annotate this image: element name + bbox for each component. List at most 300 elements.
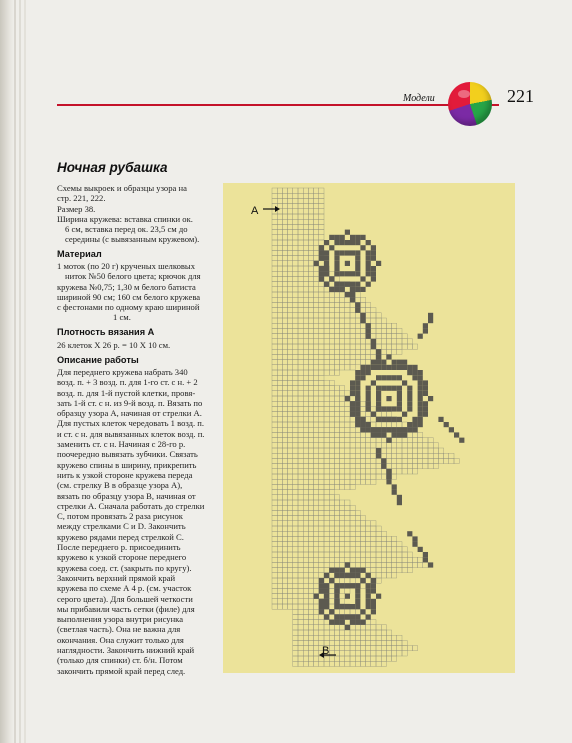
grid-cell <box>381 443 386 448</box>
grid-cell <box>381 646 386 651</box>
grid-cell <box>293 204 298 209</box>
grid-cell <box>350 438 355 443</box>
grid-cell <box>293 474 298 479</box>
filled-cell <box>319 250 324 255</box>
grid-cell <box>381 474 386 479</box>
grid-cell <box>308 630 313 635</box>
filled-cell <box>386 427 391 432</box>
filled-cell <box>366 588 371 593</box>
grid-cell <box>319 432 324 437</box>
grid-cell <box>308 349 313 354</box>
grid-cell <box>340 313 345 318</box>
grid-cell <box>392 328 397 333</box>
grid-cell <box>314 282 319 287</box>
grid-cell <box>293 495 298 500</box>
grid-cell <box>282 438 287 443</box>
grid-cell <box>303 432 308 437</box>
filled-cell <box>345 271 350 276</box>
grid-cell <box>355 360 360 365</box>
grid-cell <box>392 568 397 573</box>
grid-cell <box>272 484 277 489</box>
filled-cell <box>407 365 412 370</box>
grid-cell <box>418 448 423 453</box>
grid-cell <box>303 245 308 250</box>
grid-cell <box>303 651 308 656</box>
grid-cell <box>293 505 298 510</box>
grid-cell <box>288 276 293 281</box>
grid-cell <box>345 578 350 583</box>
grid-cell <box>298 313 303 318</box>
grid-cell <box>345 661 350 666</box>
grid-cell <box>314 391 319 396</box>
grid-cell <box>386 651 391 656</box>
grid-cell <box>329 458 334 463</box>
grid-cell <box>324 578 329 583</box>
grid-cell <box>355 469 360 474</box>
filled-cell <box>329 578 334 583</box>
grid-cell <box>303 443 308 448</box>
grid-cell <box>360 339 365 344</box>
filled-cell <box>319 266 324 271</box>
grid-cell <box>303 240 308 245</box>
grid-cell <box>319 490 324 495</box>
grid-cell <box>345 443 350 448</box>
grid-cell <box>345 521 350 526</box>
grid-cell <box>314 422 319 427</box>
filled-cell <box>366 391 371 396</box>
grid-cell <box>303 396 308 401</box>
grid-cell <box>293 458 298 463</box>
grid-cell <box>314 344 319 349</box>
grid-cell <box>340 438 345 443</box>
filled-cell <box>438 417 443 422</box>
grid-cell <box>277 256 282 261</box>
grid-cell <box>288 235 293 240</box>
grid-cell <box>329 526 334 531</box>
grid-cell <box>298 427 303 432</box>
work-line: окончания. Она служит только для <box>57 634 184 645</box>
grid-cell <box>298 651 303 656</box>
arrow-b-label: B <box>322 645 330 657</box>
grid-cell <box>293 443 298 448</box>
yarn-ball-logo <box>448 82 492 126</box>
grid-cell <box>355 661 360 666</box>
grid-cell <box>303 297 308 302</box>
grid-cell <box>282 573 287 578</box>
grid-cell <box>298 323 303 328</box>
grid-cell <box>282 516 287 521</box>
grid-cell <box>334 448 339 453</box>
grid-cell <box>314 318 319 323</box>
grid-cell <box>340 521 345 526</box>
grid-cell <box>386 323 391 328</box>
grid-cell <box>298 573 303 578</box>
grid-cell <box>319 635 324 640</box>
grid-cell <box>366 344 371 349</box>
grid-cell <box>293 250 298 255</box>
grid-cell <box>282 308 287 313</box>
grid-cell <box>340 302 345 307</box>
grid-cell <box>324 349 329 354</box>
grid-cell <box>314 339 319 344</box>
grid-cell <box>272 479 277 484</box>
grid-cell <box>314 313 319 318</box>
grid-cell <box>324 521 329 526</box>
grid-cell <box>293 547 298 552</box>
grid-cell <box>319 287 324 292</box>
grid-cell <box>298 339 303 344</box>
grid-cell <box>397 469 402 474</box>
grid-cell <box>345 505 350 510</box>
grid-cell <box>350 510 355 515</box>
filled-cell <box>423 557 428 562</box>
grid-cell <box>334 464 339 469</box>
filled-cell <box>418 406 423 411</box>
grid-cell <box>360 516 365 521</box>
grid-cell <box>345 542 350 547</box>
grid-cell <box>293 531 298 536</box>
grid-cell <box>428 464 433 469</box>
grid-cell <box>345 531 350 536</box>
grid-cell <box>412 344 417 349</box>
grid-cell <box>381 630 386 635</box>
grid-cell <box>371 620 376 625</box>
grid-cell <box>376 438 381 443</box>
grid-cell <box>293 521 298 526</box>
filled-cell <box>355 235 360 240</box>
grid-cell <box>324 620 329 625</box>
grid-cell <box>272 412 277 417</box>
filled-cell <box>350 386 355 391</box>
grid-cell <box>319 594 324 599</box>
grid-cell <box>272 224 277 229</box>
grid-cell <box>314 510 319 515</box>
grid-cell <box>438 448 443 453</box>
grid-cell <box>324 287 329 292</box>
grid-cell <box>340 661 345 666</box>
filled-cell <box>386 438 391 443</box>
grid-cell <box>308 505 313 510</box>
grid-cell <box>350 526 355 531</box>
grid-cell <box>376 344 381 349</box>
grid-cell <box>288 188 293 193</box>
grid-cell <box>308 250 313 255</box>
grid-cell <box>288 448 293 453</box>
filled-cell <box>397 396 402 401</box>
grid-cell <box>355 448 360 453</box>
grid-cell <box>334 391 339 396</box>
grid-cell <box>282 500 287 505</box>
grid-cell <box>282 349 287 354</box>
grid-cell <box>350 505 355 510</box>
grid-cell <box>277 573 282 578</box>
grid-cell <box>371 443 376 448</box>
grid-cell <box>288 432 293 437</box>
grid-cell <box>293 276 298 281</box>
grid-cell <box>345 453 350 458</box>
grid-cell <box>350 661 355 666</box>
grid-cell <box>345 438 350 443</box>
grid-cell <box>314 557 319 562</box>
grid-cell <box>303 583 308 588</box>
grid-cell <box>350 651 355 656</box>
grid-cell <box>366 438 371 443</box>
grid-cell <box>308 651 313 656</box>
grid-cell <box>282 193 287 198</box>
grid-cell <box>334 432 339 437</box>
grid-cell <box>381 640 386 645</box>
grid-cell <box>334 318 339 323</box>
grid-cell <box>324 370 329 375</box>
filled-cell <box>350 401 355 406</box>
filled-cell <box>360 318 365 323</box>
grid-cell <box>366 349 371 354</box>
filled-cell <box>376 360 381 365</box>
grid-cell <box>298 240 303 245</box>
grid-cell <box>366 552 371 557</box>
filled-cell <box>381 365 386 370</box>
filled-cell <box>371 604 376 609</box>
grid-cell <box>371 568 376 573</box>
grid-cell <box>340 469 345 474</box>
grid-cell <box>298 614 303 619</box>
filled-cell <box>381 360 386 365</box>
work-line: заменить ст. с н. Начиная с 28-го р. <box>57 439 186 450</box>
grid-cell <box>298 256 303 261</box>
grid-cell <box>418 464 423 469</box>
work-line: С, потом провязать 2 раза рисунок <box>57 511 183 522</box>
grid-cell <box>314 292 319 297</box>
grid-cell <box>392 474 397 479</box>
page-edge <box>24 0 26 743</box>
grid-cell <box>334 386 339 391</box>
grid-cell <box>303 365 308 370</box>
filled-cell <box>407 531 412 536</box>
filled-cell <box>381 375 386 380</box>
filled-cell <box>371 609 376 614</box>
rose-motifs <box>314 230 465 630</box>
grid-cell <box>386 448 391 453</box>
grid-cell <box>319 214 324 219</box>
filled-cell <box>319 578 324 583</box>
grid-cell <box>324 552 329 557</box>
grid-cell <box>293 406 298 411</box>
grid-cell <box>340 386 345 391</box>
grid-cell <box>350 474 355 479</box>
grid-cell <box>371 661 376 666</box>
grid-cell <box>314 536 319 541</box>
grid-cell <box>329 334 334 339</box>
grid-cell <box>298 412 303 417</box>
grid-cell <box>282 422 287 427</box>
grid-cell <box>355 531 360 536</box>
grid-cell <box>303 287 308 292</box>
work-line: Для переднего кружева набрать 340 <box>57 367 188 377</box>
filled-cell <box>418 391 423 396</box>
grid-cell <box>272 339 277 344</box>
grid-cell <box>298 188 303 193</box>
filled-cell <box>324 282 329 287</box>
grid-cell <box>360 521 365 526</box>
grid-cell <box>360 479 365 484</box>
grid-cell <box>376 536 381 541</box>
grid-cell <box>329 646 334 651</box>
grid-cell <box>366 313 371 318</box>
grid-cell <box>366 453 371 458</box>
grid-cell <box>355 526 360 531</box>
grid-cell <box>272 557 277 562</box>
grid-cell <box>329 583 334 588</box>
grid-cell <box>282 542 287 547</box>
grid-cell <box>293 583 298 588</box>
grid-cell <box>360 406 365 411</box>
grid-cell <box>360 349 365 354</box>
grid-cell <box>277 417 282 422</box>
grid-cell <box>308 609 313 614</box>
grid-cell <box>329 271 334 276</box>
grid-cell <box>392 646 397 651</box>
grid-cell <box>314 396 319 401</box>
grid-cell <box>298 396 303 401</box>
grid-cell <box>334 625 339 630</box>
grid-cell <box>360 360 365 365</box>
grid-cell <box>402 339 407 344</box>
grid-cell <box>397 443 402 448</box>
grid-cell <box>272 276 277 281</box>
grid-cell <box>371 318 376 323</box>
grid-cell <box>308 188 313 193</box>
grid-cell <box>319 349 324 354</box>
grid-cell <box>329 412 334 417</box>
grid-cell <box>288 479 293 484</box>
grid-cell <box>314 209 319 214</box>
filled-cell <box>360 417 365 422</box>
grid-cell <box>277 516 282 521</box>
grid-cell <box>303 484 308 489</box>
grid-cell <box>298 266 303 271</box>
grid-cell <box>282 474 287 479</box>
grid-cell <box>329 391 334 396</box>
grid-cell <box>392 542 397 547</box>
grid-cell <box>386 640 391 645</box>
grid-cell <box>308 209 313 214</box>
grid-cell <box>392 453 397 458</box>
book-binding <box>0 0 14 743</box>
grid-cell <box>397 568 402 573</box>
grid-cell <box>329 474 334 479</box>
grid-cell <box>397 547 402 552</box>
grid-cell <box>277 453 282 458</box>
grid-cell <box>412 557 417 562</box>
grid-cell <box>277 271 282 276</box>
grid-cell <box>324 339 329 344</box>
grid-cell <box>272 495 277 500</box>
grid-cell <box>319 474 324 479</box>
filled-cell <box>360 235 365 240</box>
grid-cell <box>397 635 402 640</box>
grid-cell <box>371 474 376 479</box>
grid-cell <box>319 396 324 401</box>
filled-cell <box>423 401 428 406</box>
grid-cell <box>340 542 345 547</box>
filled-cell <box>355 583 360 588</box>
grid-cell <box>376 578 381 583</box>
filled-cell <box>386 469 391 474</box>
grid-cell <box>272 521 277 526</box>
grid-cell <box>329 630 334 635</box>
grid-cell <box>277 349 282 354</box>
grid-cell <box>376 412 381 417</box>
grid-cell <box>303 417 308 422</box>
grid-cell <box>308 552 313 557</box>
grid-cell <box>314 604 319 609</box>
grid-cell <box>272 193 277 198</box>
filled-cell <box>366 365 371 370</box>
grid-cell <box>308 526 313 531</box>
grid-cell <box>293 230 298 235</box>
grid-cell <box>345 458 350 463</box>
grid-cell <box>324 557 329 562</box>
grid-cell <box>381 334 386 339</box>
grid-cell <box>288 458 293 463</box>
grid-cell <box>334 521 339 526</box>
grid-cell <box>298 547 303 552</box>
grid-cell <box>308 484 313 489</box>
grid-cell <box>314 568 319 573</box>
filled-cell <box>366 266 371 271</box>
grid-cell <box>371 308 376 313</box>
filled-cell <box>371 432 376 437</box>
filled-cell <box>376 365 381 370</box>
grid-cell <box>314 484 319 489</box>
grid-cell <box>324 609 329 614</box>
grid-cell <box>288 297 293 302</box>
grid-cell <box>277 583 282 588</box>
grid-cell <box>298 308 303 313</box>
grid-cell <box>319 557 324 562</box>
grid-cell <box>334 479 339 484</box>
grid-cell <box>360 651 365 656</box>
grid-cell <box>319 334 324 339</box>
grid-cell <box>397 562 402 567</box>
grid-cell <box>360 557 365 562</box>
grid-cell <box>277 297 282 302</box>
filled-cell <box>386 417 391 422</box>
filled-cell <box>371 588 376 593</box>
grid-cell <box>392 448 397 453</box>
grid-cell <box>402 422 407 427</box>
grid-cell <box>319 261 324 266</box>
grid-cell <box>272 417 277 422</box>
grid-cell <box>303 474 308 479</box>
grid-cell <box>277 547 282 552</box>
filled-cell <box>376 375 381 380</box>
grid-cell <box>392 640 397 645</box>
grid-cell <box>418 458 423 463</box>
grid-cell <box>418 557 423 562</box>
filled-cell <box>334 282 339 287</box>
grid-cell <box>340 609 345 614</box>
filled-cell <box>324 250 329 255</box>
grid-cell <box>329 661 334 666</box>
filled-cell <box>345 573 350 578</box>
grid-cell <box>277 510 282 515</box>
grid-cell <box>288 417 293 422</box>
grid-cell <box>288 344 293 349</box>
grid-cell <box>288 214 293 219</box>
grid-cell <box>272 302 277 307</box>
grid-cell <box>381 651 386 656</box>
